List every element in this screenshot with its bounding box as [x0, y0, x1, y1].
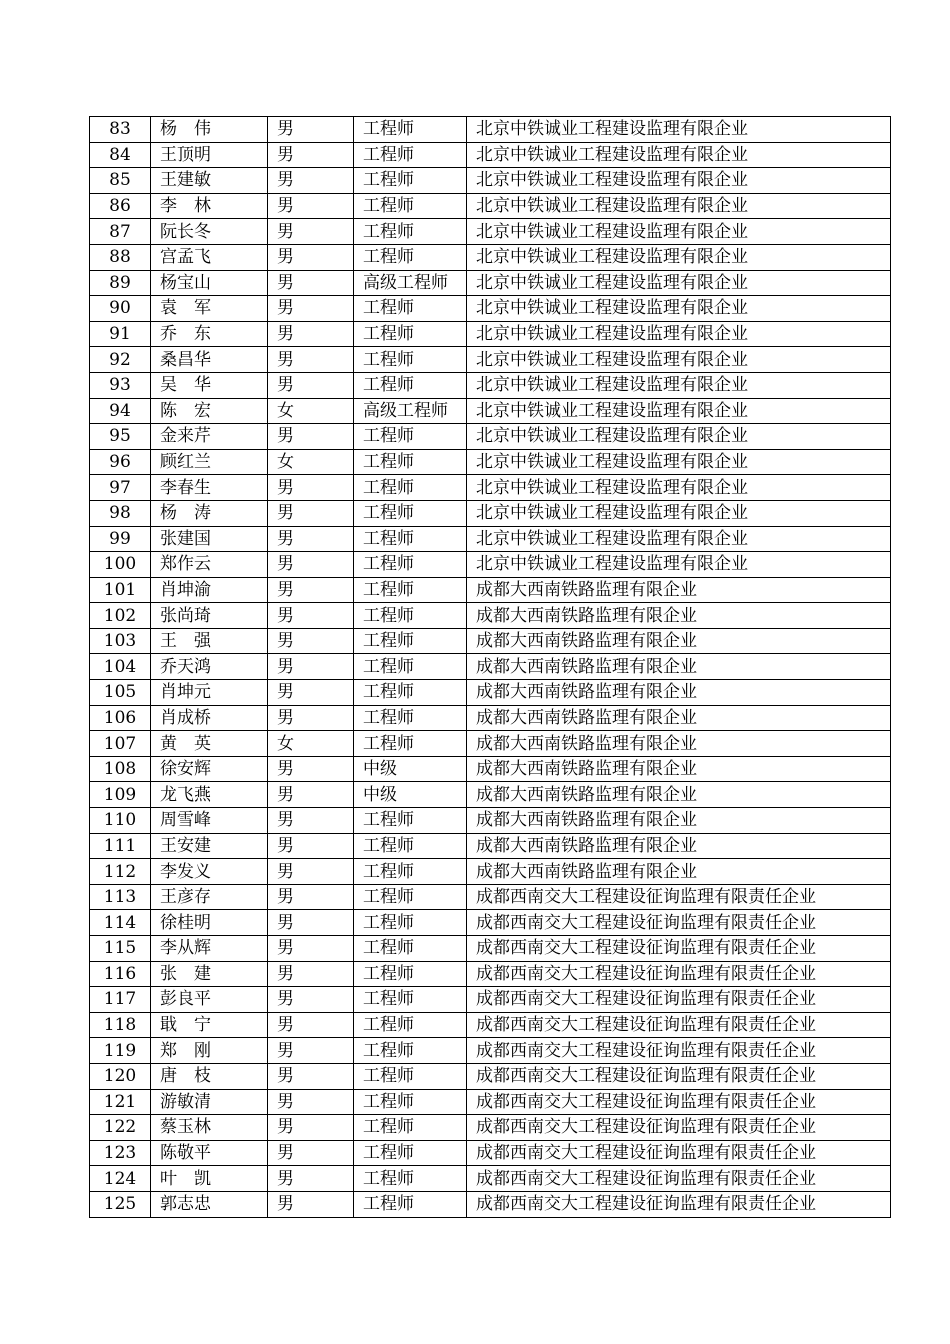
table-row: [90, 1089, 891, 1115]
name-cell: 肖成桥: [151, 705, 268, 731]
name-cell: 李 林: [151, 193, 268, 219]
name-cell: 桑昌华: [151, 347, 268, 373]
row-number-cell: 119: [90, 1038, 151, 1064]
name-cell: 李春生: [151, 475, 268, 501]
gender-cell: 男: [268, 1166, 354, 1192]
organization-cell: 成都大西南铁路监理有限企业: [467, 603, 891, 629]
row-number-cell: 114: [90, 910, 151, 936]
table-row: [90, 782, 891, 808]
row-number-cell: 107: [90, 731, 151, 757]
organization-cell: 成都西南交大工程建设征询监理有限责任企业: [467, 1012, 891, 1038]
gender-cell: 男: [268, 884, 354, 910]
gender-cell: 男: [268, 552, 354, 578]
gender-cell: 男: [268, 347, 354, 373]
name-cell: 杨 伟: [151, 117, 268, 143]
title-cell: 工程师: [354, 552, 467, 578]
row-number-cell: 101: [90, 577, 151, 603]
row-number-cell: 124: [90, 1166, 151, 1192]
organization-cell: 北京中铁诚业工程建设监理有限企业: [467, 398, 891, 424]
row-number-cell: 94: [90, 398, 151, 424]
organization-cell: 成都大西南铁路监理有限企业: [467, 577, 891, 603]
table-row: [90, 1115, 891, 1141]
name-cell: 顾红兰: [151, 449, 268, 475]
gender-cell: 男: [268, 910, 354, 936]
title-cell: 工程师: [354, 424, 467, 450]
name-cell: 王建敏: [151, 168, 268, 194]
row-number-cell: 93: [90, 372, 151, 398]
row-number-cell: 98: [90, 500, 151, 526]
title-cell: 高级工程师: [354, 398, 467, 424]
name-cell: 戢 宁: [151, 1012, 268, 1038]
name-cell: 郑 刚: [151, 1038, 268, 1064]
row-number-cell: 115: [90, 936, 151, 962]
table-row: [90, 270, 891, 296]
name-cell: 郑作云: [151, 552, 268, 578]
title-cell: 工程师: [354, 244, 467, 270]
title-cell: 工程师: [354, 475, 467, 501]
table-row: [90, 936, 891, 962]
organization-cell: 成都西南交大工程建设征询监理有限责任企业: [467, 1089, 891, 1115]
row-number-cell: 83: [90, 117, 151, 143]
row-number-cell: 90: [90, 296, 151, 322]
table-row: [90, 219, 891, 245]
gender-cell: 女: [268, 449, 354, 475]
row-number-cell: 108: [90, 756, 151, 782]
gender-cell: 男: [268, 808, 354, 834]
title-cell: 中级: [354, 756, 467, 782]
row-number-cell: 91: [90, 321, 151, 347]
name-cell: 陈敬平: [151, 1140, 268, 1166]
name-cell: 王顶明: [151, 142, 268, 168]
name-cell: 张建国: [151, 526, 268, 552]
table-row: [90, 1012, 891, 1038]
row-number-cell: 121: [90, 1089, 151, 1115]
title-cell: 工程师: [354, 193, 467, 219]
organization-cell: 北京中铁诚业工程建设监理有限企业: [467, 142, 891, 168]
gender-cell: 男: [268, 654, 354, 680]
title-cell: 工程师: [354, 142, 467, 168]
organization-cell: 成都大西南铁路监理有限企业: [467, 833, 891, 859]
name-cell: 金来芹: [151, 424, 268, 450]
organization-cell: 成都西南交大工程建设征询监理有限责任企业: [467, 1140, 891, 1166]
title-cell: 工程师: [354, 577, 467, 603]
title-cell: 工程师: [354, 1089, 467, 1115]
table-row: [90, 910, 891, 936]
row-number-cell: 102: [90, 603, 151, 629]
table-row: [90, 398, 891, 424]
title-cell: 工程师: [354, 859, 467, 885]
table-row: [90, 552, 891, 578]
row-number-cell: 103: [90, 628, 151, 654]
row-number-cell: 109: [90, 782, 151, 808]
organization-cell: 北京中铁诚业工程建设监理有限企业: [467, 475, 891, 501]
gender-cell: 男: [268, 859, 354, 885]
gender-cell: 男: [268, 1089, 354, 1115]
title-cell: 工程师: [354, 680, 467, 706]
gender-cell: 男: [268, 628, 354, 654]
gender-cell: 男: [268, 961, 354, 987]
title-cell: 工程师: [354, 705, 467, 731]
name-cell: 蔡玉林: [151, 1115, 268, 1141]
name-cell: 阮长冬: [151, 219, 268, 245]
gender-cell: 男: [268, 193, 354, 219]
table-row: [90, 372, 891, 398]
organization-cell: 北京中铁诚业工程建设监理有限企业: [467, 552, 891, 578]
table-row: [90, 808, 891, 834]
title-cell: 工程师: [354, 808, 467, 834]
gender-cell: 女: [268, 731, 354, 757]
organization-cell: 成都大西南铁路监理有限企业: [467, 731, 891, 757]
organization-cell: 北京中铁诚业工程建设监理有限企业: [467, 500, 891, 526]
title-cell: 工程师: [354, 961, 467, 987]
organization-cell: 成都西南交大工程建设征询监理有限责任企业: [467, 1038, 891, 1064]
row-number-cell: 87: [90, 219, 151, 245]
row-number-cell: 85: [90, 168, 151, 194]
gender-cell: 男: [268, 1191, 354, 1217]
row-number-cell: 106: [90, 705, 151, 731]
organization-cell: 成都大西南铁路监理有限企业: [467, 680, 891, 706]
name-cell: 张尚琦: [151, 603, 268, 629]
table-row: [90, 321, 891, 347]
personnel-table: [89, 116, 891, 1218]
gender-cell: 女: [268, 398, 354, 424]
table-row: [90, 500, 891, 526]
name-cell: 王安建: [151, 833, 268, 859]
title-cell: 工程师: [354, 833, 467, 859]
organization-cell: 成都大西南铁路监理有限企业: [467, 859, 891, 885]
organization-cell: 成都大西南铁路监理有限企业: [467, 782, 891, 808]
row-number-cell: 105: [90, 680, 151, 706]
organization-cell: 北京中铁诚业工程建设监理有限企业: [467, 219, 891, 245]
gender-cell: 男: [268, 219, 354, 245]
title-cell: 工程师: [354, 654, 467, 680]
table-row: [90, 961, 891, 987]
gender-cell: 男: [268, 603, 354, 629]
name-cell: 陈 宏: [151, 398, 268, 424]
row-number-cell: 104: [90, 654, 151, 680]
table-row: [90, 1140, 891, 1166]
gender-cell: 男: [268, 142, 354, 168]
table-row: [90, 680, 891, 706]
organization-cell: 成都西南交大工程建设征询监理有限责任企业: [467, 1115, 891, 1141]
table-row: [90, 731, 891, 757]
table-row: [90, 142, 891, 168]
gender-cell: 男: [268, 1115, 354, 1141]
row-number-cell: 100: [90, 552, 151, 578]
row-number-cell: 122: [90, 1115, 151, 1141]
gender-cell: 男: [268, 372, 354, 398]
organization-cell: 北京中铁诚业工程建设监理有限企业: [467, 193, 891, 219]
gender-cell: 男: [268, 705, 354, 731]
name-cell: 游敏清: [151, 1089, 268, 1115]
organization-cell: 成都西南交大工程建设征询监理有限责任企业: [467, 910, 891, 936]
organization-cell: 成都大西南铁路监理有限企业: [467, 654, 891, 680]
table-row: [90, 833, 891, 859]
gender-cell: 男: [268, 1038, 354, 1064]
table-row: [90, 1191, 891, 1217]
title-cell: 工程师: [354, 884, 467, 910]
name-cell: 杨 涛: [151, 500, 268, 526]
name-cell: 龙飞燕: [151, 782, 268, 808]
title-cell: 高级工程师: [354, 270, 467, 296]
name-cell: 彭良平: [151, 987, 268, 1013]
title-cell: 工程师: [354, 1191, 467, 1217]
organization-cell: 北京中铁诚业工程建设监理有限企业: [467, 270, 891, 296]
table-row: [90, 654, 891, 680]
table-row: [90, 475, 891, 501]
title-cell: 工程师: [354, 168, 467, 194]
gender-cell: 男: [268, 526, 354, 552]
table-row: [90, 347, 891, 373]
name-cell: 袁 军: [151, 296, 268, 322]
personnel-table-body: [90, 117, 891, 1218]
name-cell: 杨宝山: [151, 270, 268, 296]
gender-cell: 男: [268, 987, 354, 1013]
table-row: [90, 296, 891, 322]
title-cell: 中级: [354, 782, 467, 808]
title-cell: 工程师: [354, 321, 467, 347]
gender-cell: 男: [268, 424, 354, 450]
organization-cell: 北京中铁诚业工程建设监理有限企业: [467, 347, 891, 373]
organization-cell: 成都大西南铁路监理有限企业: [467, 705, 891, 731]
row-number-cell: 123: [90, 1140, 151, 1166]
row-number-cell: 89: [90, 270, 151, 296]
name-cell: 肖坤元: [151, 680, 268, 706]
gender-cell: 男: [268, 244, 354, 270]
organization-cell: 成都西南交大工程建设征询监理有限责任企业: [467, 936, 891, 962]
organization-cell: 北京中铁诚业工程建设监理有限企业: [467, 244, 891, 270]
table-row: [90, 424, 891, 450]
table-row: [90, 705, 891, 731]
title-cell: 工程师: [354, 603, 467, 629]
organization-cell: 成都西南交大工程建设征询监理有限责任企业: [467, 884, 891, 910]
row-number-cell: 118: [90, 1012, 151, 1038]
gender-cell: 男: [268, 936, 354, 962]
table-row: [90, 603, 891, 629]
row-number-cell: 86: [90, 193, 151, 219]
title-cell: 工程师: [354, 987, 467, 1013]
title-cell: 工程师: [354, 936, 467, 962]
title-cell: 工程师: [354, 731, 467, 757]
row-number-cell: 92: [90, 347, 151, 373]
title-cell: 工程师: [354, 526, 467, 552]
title-cell: 工程师: [354, 1140, 467, 1166]
row-number-cell: 110: [90, 808, 151, 834]
row-number-cell: 97: [90, 475, 151, 501]
table-row: [90, 884, 891, 910]
gender-cell: 男: [268, 500, 354, 526]
organization-cell: 成都西南交大工程建设征询监理有限责任企业: [467, 961, 891, 987]
title-cell: 工程师: [354, 219, 467, 245]
gender-cell: 男: [268, 577, 354, 603]
gender-cell: 男: [268, 756, 354, 782]
name-cell: 徐桂明: [151, 910, 268, 936]
row-number-cell: 88: [90, 244, 151, 270]
title-cell: 工程师: [354, 117, 467, 143]
table-row: [90, 756, 891, 782]
row-number-cell: 111: [90, 833, 151, 859]
row-number-cell: 117: [90, 987, 151, 1013]
organization-cell: 北京中铁诚业工程建设监理有限企业: [467, 117, 891, 143]
table-row: [90, 168, 891, 194]
gender-cell: 男: [268, 1063, 354, 1089]
table-row: [90, 449, 891, 475]
title-cell: 工程师: [354, 1012, 467, 1038]
title-cell: 工程师: [354, 1166, 467, 1192]
gender-cell: 男: [268, 1140, 354, 1166]
title-cell: 工程师: [354, 628, 467, 654]
organization-cell: 成都西南交大工程建设征询监理有限责任企业: [467, 1063, 891, 1089]
name-cell: 唐 枝: [151, 1063, 268, 1089]
gender-cell: 男: [268, 296, 354, 322]
table-row: [90, 628, 891, 654]
name-cell: 王彦存: [151, 884, 268, 910]
organization-cell: 成都西南交大工程建设征询监理有限责任企业: [467, 987, 891, 1013]
organization-cell: 北京中铁诚业工程建设监理有限企业: [467, 168, 891, 194]
organization-cell: 成都西南交大工程建设征询监理有限责任企业: [467, 1191, 891, 1217]
table-row: [90, 193, 891, 219]
row-number-cell: 99: [90, 526, 151, 552]
name-cell: 乔 东: [151, 321, 268, 347]
organization-cell: 北京中铁诚业工程建设监理有限企业: [467, 296, 891, 322]
gender-cell: 男: [268, 833, 354, 859]
title-cell: 工程师: [354, 1038, 467, 1064]
row-number-cell: 120: [90, 1063, 151, 1089]
organization-cell: 成都大西南铁路监理有限企业: [467, 628, 891, 654]
name-cell: 吴 华: [151, 372, 268, 398]
row-number-cell: 116: [90, 961, 151, 987]
gender-cell: 男: [268, 680, 354, 706]
title-cell: 工程师: [354, 372, 467, 398]
gender-cell: 男: [268, 1012, 354, 1038]
table-row: [90, 1038, 891, 1064]
organization-cell: 北京中铁诚业工程建设监理有限企业: [467, 372, 891, 398]
title-cell: 工程师: [354, 500, 467, 526]
title-cell: 工程师: [354, 1115, 467, 1141]
name-cell: 张 建: [151, 961, 268, 987]
name-cell: 徐安辉: [151, 756, 268, 782]
name-cell: 王 强: [151, 628, 268, 654]
row-number-cell: 125: [90, 1191, 151, 1217]
row-number-cell: 113: [90, 884, 151, 910]
gender-cell: 男: [268, 321, 354, 347]
organization-cell: 北京中铁诚业工程建设监理有限企业: [467, 424, 891, 450]
gender-cell: 男: [268, 782, 354, 808]
title-cell: 工程师: [354, 296, 467, 322]
row-number-cell: 112: [90, 859, 151, 885]
table-row: [90, 1166, 891, 1192]
organization-cell: 北京中铁诚业工程建设监理有限企业: [467, 449, 891, 475]
gender-cell: 男: [268, 168, 354, 194]
row-number-cell: 84: [90, 142, 151, 168]
name-cell: 李发义: [151, 859, 268, 885]
organization-cell: 北京中铁诚业工程建设监理有限企业: [467, 321, 891, 347]
organization-cell: 成都大西南铁路监理有限企业: [467, 756, 891, 782]
gender-cell: 男: [268, 475, 354, 501]
table-row: [90, 117, 891, 143]
table-row: [90, 577, 891, 603]
organization-cell: 成都西南交大工程建设征询监理有限责任企业: [467, 1166, 891, 1192]
table-row: [90, 987, 891, 1013]
title-cell: 工程师: [354, 1063, 467, 1089]
table-row: [90, 244, 891, 270]
name-cell: 周雪峰: [151, 808, 268, 834]
gender-cell: 男: [268, 117, 354, 143]
name-cell: 李从辉: [151, 936, 268, 962]
title-cell: 工程师: [354, 910, 467, 936]
name-cell: 叶 凯: [151, 1166, 268, 1192]
row-number-cell: 96: [90, 449, 151, 475]
title-cell: 工程师: [354, 347, 467, 373]
name-cell: 宫孟飞: [151, 244, 268, 270]
table-row: [90, 1063, 891, 1089]
gender-cell: 男: [268, 270, 354, 296]
name-cell: 黄 英: [151, 731, 268, 757]
title-cell: 工程师: [354, 449, 467, 475]
name-cell: 乔天鸿: [151, 654, 268, 680]
row-number-cell: 95: [90, 424, 151, 450]
table-row: [90, 859, 891, 885]
table-row: [90, 526, 891, 552]
name-cell: 肖坤渝: [151, 577, 268, 603]
organization-cell: 北京中铁诚业工程建设监理有限企业: [467, 526, 891, 552]
organization-cell: 成都大西南铁路监理有限企业: [467, 808, 891, 834]
name-cell: 郭志忠: [151, 1191, 268, 1217]
